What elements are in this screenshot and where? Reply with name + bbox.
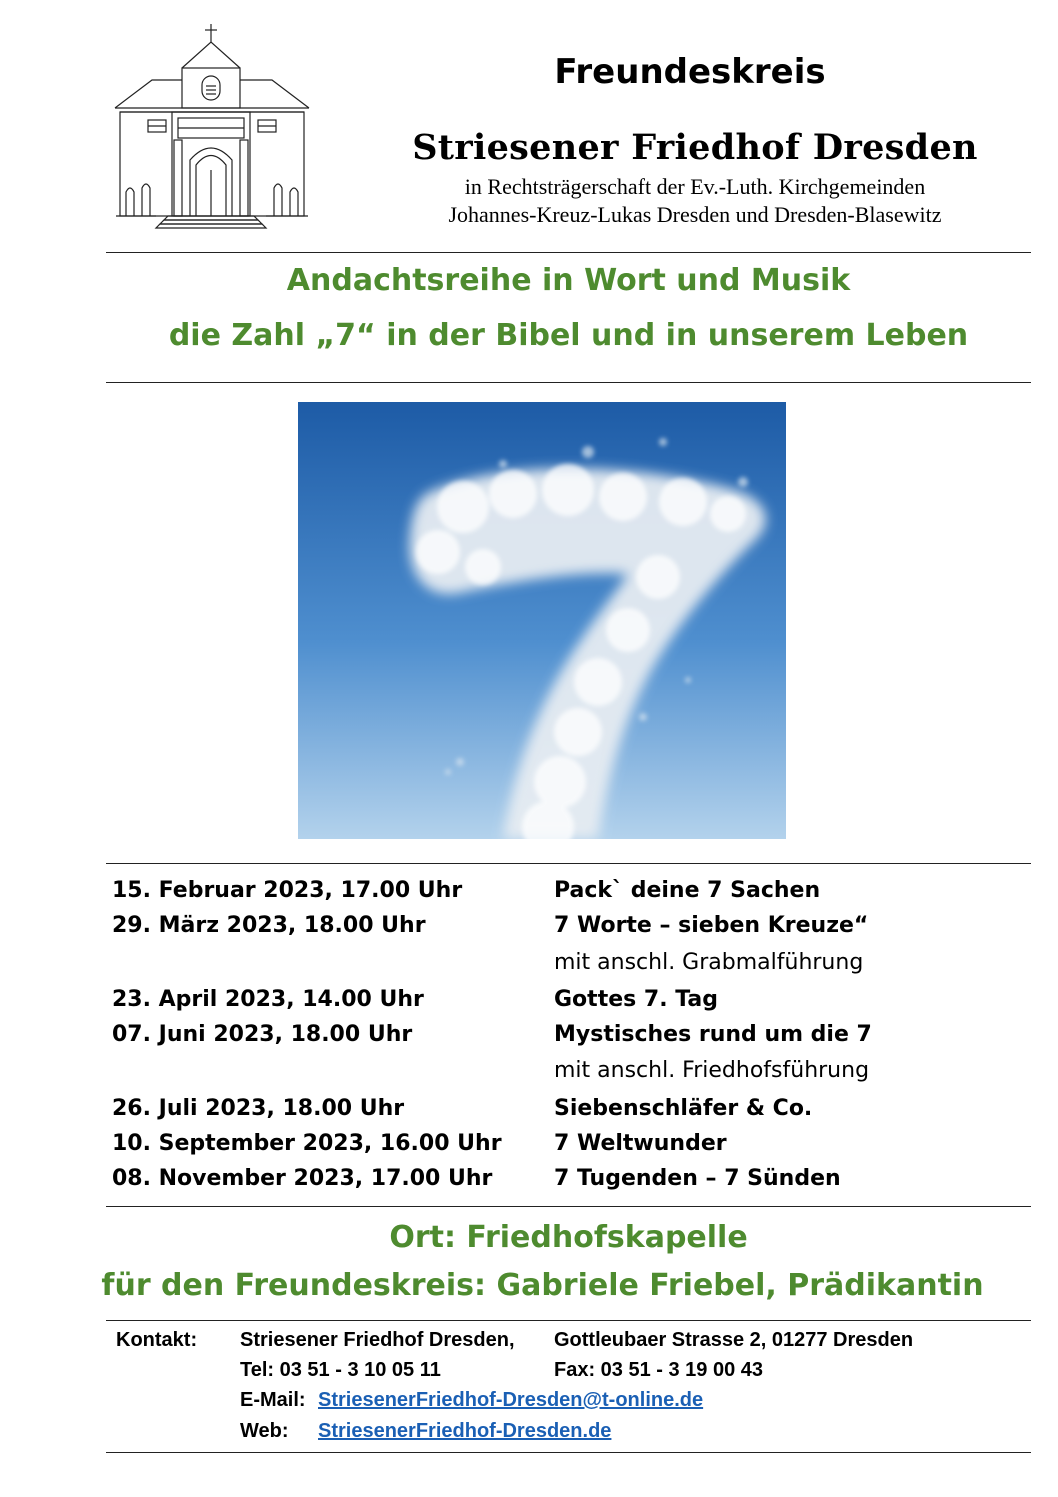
chapel-logo — [112, 20, 312, 232]
event-title: Mystisches rund um die 7 — [554, 1022, 872, 1047]
schedule-note-row — [112, 1058, 1012, 1092]
header-name: Striesener Friedhof Dresden — [412, 127, 978, 168]
divider — [106, 252, 1031, 253]
series-heading-1: Andachtsreihe in Wort und Musik — [286, 263, 851, 298]
divider — [106, 863, 1031, 864]
schedule-note-row — [112, 950, 1012, 984]
email-link[interactable]: StriesenerFriedhof-Dresden@t-online.de — [318, 1389, 704, 1411]
event-date: 08. November 2023, 17.00 Uhr — [112, 1166, 493, 1191]
divider — [106, 1206, 1031, 1207]
schedule-row — [112, 1131, 1012, 1165]
email-label: E-Mail: — [240, 1389, 306, 1411]
schedule-row — [112, 1166, 1012, 1200]
event-title: Pack` deine 7 Sachen — [554, 878, 821, 903]
event-date: 23. April 2023, 14.00 Uhr — [112, 987, 424, 1012]
schedule-row — [112, 987, 1012, 1021]
event-note: mit anschl. Friedhofsführung — [554, 1058, 870, 1083]
schedule-row — [112, 913, 1012, 947]
web-link[interactable]: StriesenerFriedhof-Dresden.de — [318, 1420, 612, 1442]
series-heading-2: die Zahl „7“ in der Bibel und in unserem Leben — [168, 318, 969, 353]
contact-label: Kontakt: — [116, 1329, 198, 1351]
event-date: 15. Februar 2023, 17.00 Uhr — [112, 878, 463, 903]
cloud-seven-image — [298, 402, 786, 839]
schedule-row — [112, 878, 1012, 912]
location: Ort: Friedhofskapelle — [389, 1220, 748, 1255]
event-title: Siebenschläfer & Co. — [554, 1096, 813, 1121]
event-date: 10. September 2023, 16.00 Uhr — [112, 1131, 502, 1156]
divider — [106, 1320, 1031, 1321]
event-date: 29. März 2023, 18.00 Uhr — [112, 913, 426, 938]
event-date: 07. Juni 2023, 18.00 Uhr — [112, 1022, 413, 1047]
header-title: Freundeskreis — [554, 52, 826, 92]
event-title: 7 Weltwunder — [554, 1131, 727, 1156]
event-title: 7 Tugenden – 7 Sünden — [554, 1166, 841, 1191]
event-title: Gottes 7. Tag — [554, 987, 718, 1012]
divider — [106, 1452, 1031, 1453]
event-title: 7 Worte – sieben Kreuze“ — [554, 913, 869, 938]
event-note: mit anschl. Grabmalführung — [554, 950, 864, 975]
event-date: 26. Juli 2023, 18.00 Uhr — [112, 1096, 405, 1121]
header-subtitle-1: in Rechtsträgerschaft der Ev.-Luth. Kirchgemeinden — [464, 174, 926, 199]
divider — [106, 382, 1031, 383]
contact-org: Striesener Friedhof Dresden, — [240, 1329, 515, 1351]
header-subtitle-2: Johannes-Kreuz-Lukas Dresden und Dresden-Blasewitz — [448, 202, 942, 227]
web-label: Web: — [240, 1420, 289, 1442]
contact-fax: Fax: 03 51 - 3 19 00 43 — [554, 1359, 764, 1381]
contact-address: Gottleubaer Strasse 2, 01277 Dresden — [554, 1329, 914, 1351]
schedule-row — [112, 1022, 1012, 1056]
contact-tel: Tel: 03 51 - 3 10 05 11 — [240, 1359, 441, 1381]
organizer: für den Freundeskreis: Gabriele Friebel, Prädikantin — [101, 1268, 984, 1303]
schedule-row — [112, 1096, 1012, 1130]
